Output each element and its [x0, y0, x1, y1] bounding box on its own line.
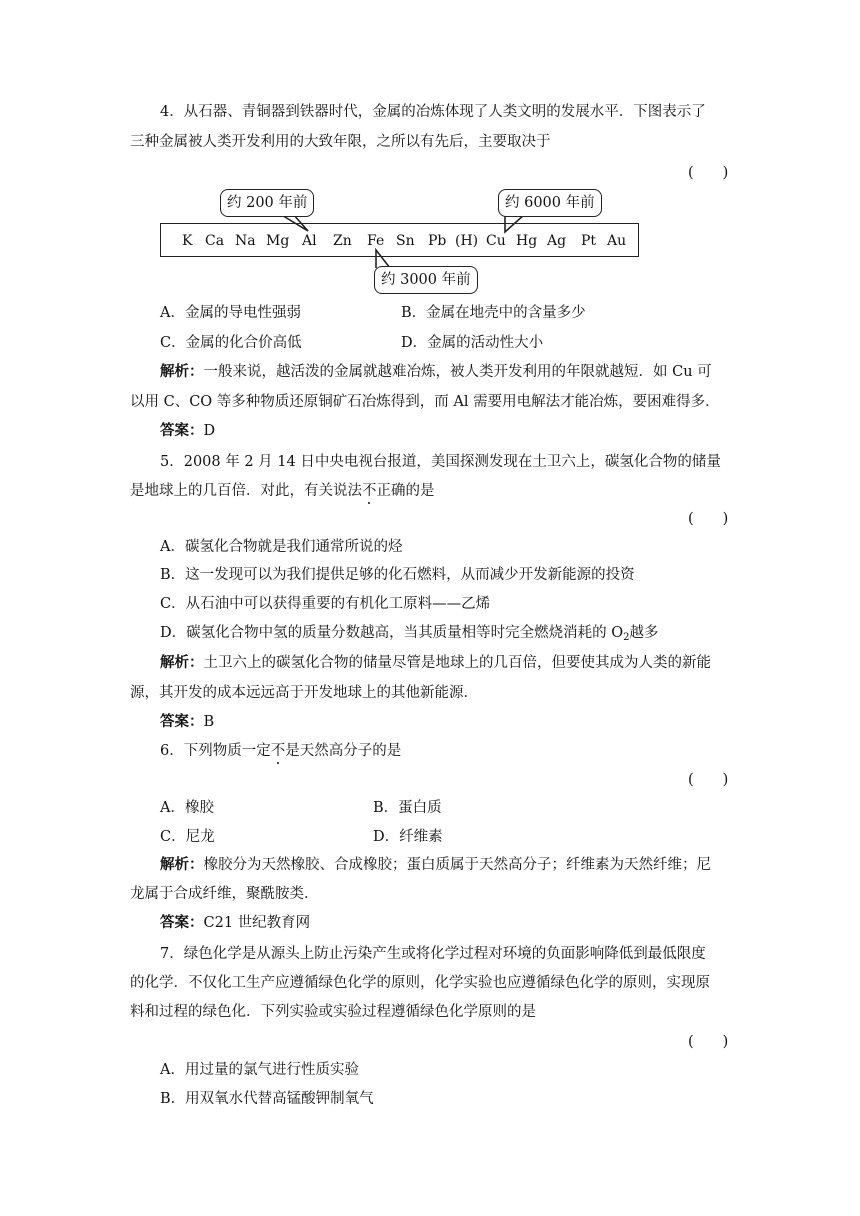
- metal-pt: Pt: [581, 233, 597, 249]
- q5-option-d-sub: 2: [623, 632, 630, 643]
- q4-option-c: C．金属的化合价高低: [160, 335, 302, 351]
- callout-3000-years: 约 3000 年前: [374, 266, 478, 294]
- q5-answer-label: 答案：: [160, 713, 204, 730]
- q6-analysis-line1: [160, 855, 711, 875]
- q7-stem-line1: 7．绿色化学是从源头上防止污染产生或将化学过程对环境的负面影响降低到最低限度: [160, 946, 706, 962]
- q6-option-a: A．橡胶: [160, 800, 214, 816]
- q5-option-d-post: 越多: [629, 625, 659, 641]
- q6-analysis-line2: 龙属于合成纤维，聚酰胺类．: [130, 886, 319, 902]
- q6-answer-blank: ( ): [688, 772, 729, 788]
- q6-stem: [160, 741, 401, 761]
- q4-analysis-label: 解析：: [160, 363, 204, 380]
- q4-answer-blank: ( ): [688, 165, 729, 181]
- metal-cu: Cu: [486, 233, 506, 249]
- metal-au: Au: [607, 233, 627, 249]
- q6-stem-pre: 6．下列物质一定: [160, 743, 271, 759]
- metal-h: (H): [455, 233, 479, 249]
- q6-option-d: D．纤维素: [373, 829, 443, 845]
- metal-ag: Ag: [547, 233, 567, 249]
- q4-stem-line2: 三种金属被人类开发利用的大致年限，之所以有先后，主要取决于: [130, 134, 551, 150]
- q6-answer-label: 答案：: [160, 914, 204, 931]
- q4-answer-label: 答案：: [160, 422, 204, 439]
- q6-stem-emphasis: 不: [270, 743, 286, 759]
- q5-stem-pre: 是地球上的几百倍．对此，有关说法: [130, 483, 362, 499]
- q5-option-d-pre: D．碳氢化合物中氢的质量分数越高，当其质量相等时完全燃烧消耗的 O: [160, 625, 624, 641]
- q5-analysis-line2: 源，其开发的成本远远高于开发地球上的其他新能源．: [130, 685, 478, 701]
- callout-200-years: 约 200 年前: [220, 189, 314, 217]
- q6-analysis-label: 解析：: [160, 856, 204, 873]
- q6-option-b: B．蛋白质: [373, 800, 442, 816]
- q7-option-a: A．用过量的氯气进行性质实验: [160, 1062, 359, 1078]
- q5-analysis-label: 解析：: [160, 654, 204, 671]
- metal-na: Na: [235, 233, 256, 249]
- q7-stem-line3: 料和过程的绿色化．下列实验或实验过程遵循绿色化学原则的是: [130, 1004, 536, 1020]
- q6-analysis-text1: 橡胶分为天然橡胶、合成橡胶；蛋白质属于天然高分子；纤维素为天然纤维；尼: [203, 857, 711, 873]
- metal-mg: Mg: [266, 233, 290, 249]
- q4-analysis-line1: [160, 362, 712, 382]
- q7-option-b: B．用双氧水代替高锰酸钾制氧气: [160, 1091, 374, 1107]
- q5-answer-blank: ( ): [688, 511, 729, 527]
- callout-6000-years: 约 6000 年前: [498, 189, 602, 217]
- q4-analysis-text1: 一般来说，越活泼的金属就越难冶炼，被人类开发利用的年限就越短．如 Cu 可: [203, 364, 712, 380]
- q6-stem-post: 是天然高分子的是: [285, 743, 402, 759]
- metal-pb: Pb: [428, 233, 447, 249]
- q5-option-b: B．这一发现可以为我们提供足够的化石燃料，从而减少开发新能源的投资: [160, 567, 635, 583]
- metal-al: Al: [302, 233, 317, 249]
- q4-option-a: A．金属的导电性强弱: [160, 305, 301, 321]
- q4-answer: [160, 421, 215, 441]
- q5-analysis-line1: [160, 653, 711, 673]
- q7-stem-line2: 的化学．不仅化工生产应遵循绿色化学的原则，化学实验也应遵循绿色化学的原则，实现原: [130, 975, 710, 991]
- q5-option-c: C．从石油中可以获得重要的有机化工原料——乙烯: [160, 596, 491, 612]
- q6-answer-value: C21 世纪教育网: [203, 915, 311, 931]
- q4-analysis-line2: 以用 C、CO 等多种物质还原铜矿石冶炼得到，而 Al 需要用电解法才能冶炼，要困难得多．: [130, 394, 720, 410]
- q5-option-a: A．碳氢化合物就是我们通常所说的烃: [160, 539, 403, 555]
- metal-hg: Hg: [516, 233, 538, 249]
- q5-answer-value: B: [203, 714, 215, 730]
- q5-analysis-text1: 土卫六上的碳氢化合物的储量尽管是地球上的几百倍，但要使其成为人类的新能: [203, 655, 711, 671]
- q5-stem-post: 正确的是: [376, 483, 435, 499]
- metal-zn: Zn: [333, 233, 352, 249]
- q4-answer-value: D: [203, 423, 216, 439]
- q5-answer: [160, 712, 214, 732]
- q5-stem-emphasis: 不: [362, 483, 377, 499]
- q5-stem-line2: [130, 481, 435, 501]
- metal-k: K: [182, 233, 193, 249]
- q5-option-d: [160, 623, 659, 648]
- metal-fe: Fe: [367, 233, 385, 249]
- q6-option-c: C．尼龙: [160, 829, 215, 845]
- q5-stem-line1: 5．2008 年 2 月 14 日中央电视台报道，美国探测发现在土卫六上，碳氢化合物的储量: [160, 454, 721, 470]
- metal-sn: Sn: [396, 233, 415, 249]
- q6-answer: [160, 913, 310, 933]
- q4-stem-line1: 4．从石器、青铜器到铁器时代，金属的冶炼体现了人类文明的发展水平．下图表示了: [160, 104, 706, 120]
- q4-option-b: B．金属在地壳中的含量多少: [401, 305, 586, 321]
- q4-option-d: D．金属的活动性大小: [401, 335, 544, 351]
- q7-answer-blank: ( ): [688, 1034, 729, 1050]
- metal-ca: Ca: [205, 233, 225, 249]
